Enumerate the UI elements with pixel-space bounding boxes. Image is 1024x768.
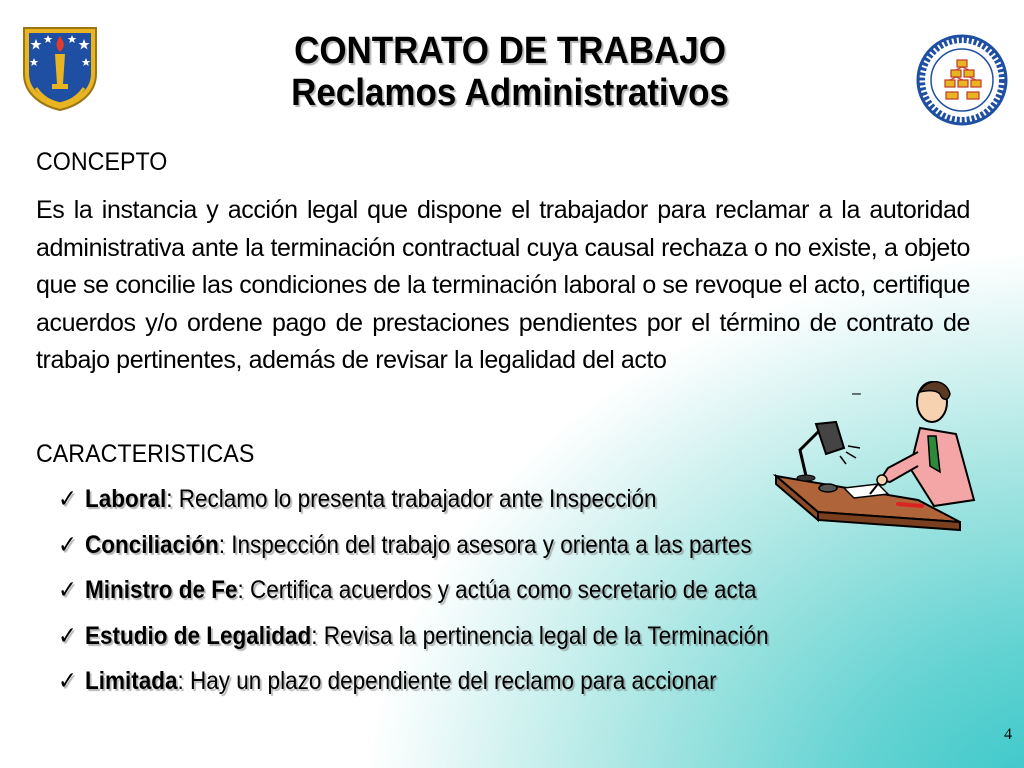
university-shield-icon bbox=[20, 22, 100, 112]
item-term: Estudio de Legalidad bbox=[85, 621, 312, 650]
checkmark-icon: ✓ bbox=[58, 576, 77, 604]
item-description: : Reclamo lo presenta trabajador ante Inspección bbox=[166, 485, 657, 513]
list-item bbox=[58, 621, 769, 667]
characteristics-heading: CARACTERISTICAS bbox=[36, 440, 255, 468]
list-item bbox=[58, 575, 769, 621]
item-term: Ministro de Fe bbox=[85, 576, 238, 604]
title-line-2: Reclamos Administrativos bbox=[291, 72, 729, 114]
item-term: Conciliación bbox=[85, 530, 219, 559]
characteristics-list bbox=[58, 484, 848, 712]
checkmark-icon: ✓ bbox=[58, 485, 77, 513]
concept-heading: CONCEPTO bbox=[36, 148, 168, 176]
item-description: : Inspección del trabajo asesora y orienta a las partes bbox=[218, 530, 752, 559]
checkmark-icon: ✓ bbox=[58, 621, 77, 650]
list-item bbox=[58, 666, 769, 712]
item-description: : Certifica acuerdos y actúa como secretario de acta bbox=[237, 576, 757, 604]
stray-dash: – bbox=[852, 385, 861, 402]
page-number: 4 bbox=[1004, 726, 1012, 743]
checkmark-icon: ✓ bbox=[58, 667, 77, 695]
item-term: Laboral bbox=[85, 485, 167, 513]
item-description: : Hay un plazo dependiente del reclamo para accionar bbox=[177, 667, 717, 695]
department-seal-icon bbox=[916, 34, 1008, 126]
item-term: Limitada bbox=[85, 667, 178, 695]
page-title bbox=[225, 30, 795, 114]
concept-paragraph: Es la instancia y acción legal que dispone el trabajador para reclamar a la autoridad administrativa ante la terminación contractual cuya causal rechaza o no existe, a objeto que se concilie las condiciones de la terminación laboral o se revoque el acto, certifique acuerdos y/o ordene pago de prestaciones pendientes por el término de contrato de trabajo pertinentes, además de revisar la legalidad del acto bbox=[36, 196, 971, 374]
item-description: : Revisa la pertinencia legal de la Terminación bbox=[311, 621, 769, 650]
title-line-1: CONTRATO DE TRABAJO bbox=[294, 30, 726, 72]
checkmark-icon: ✓ bbox=[58, 530, 77, 559]
list-item bbox=[58, 484, 769, 530]
list-item bbox=[58, 530, 769, 576]
